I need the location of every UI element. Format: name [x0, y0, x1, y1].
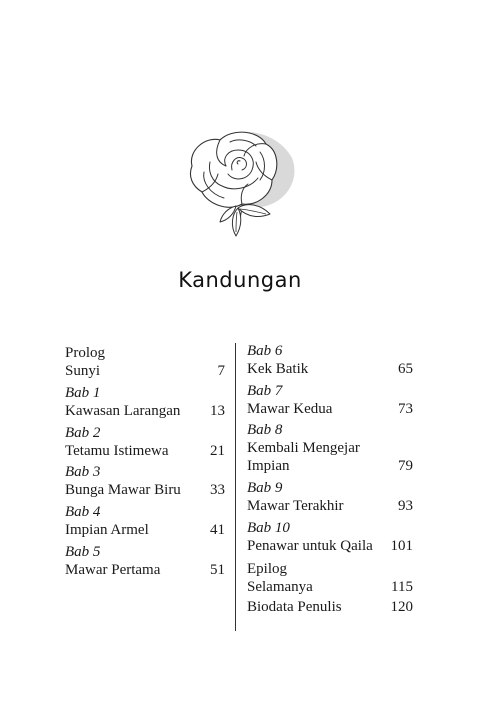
toc-entry[interactable] — [247, 479, 413, 515]
toc-chapter-label: Bab 9 — [247, 480, 283, 496]
toc-entry[interactable] — [65, 543, 225, 579]
toc-page-number: 93 — [398, 498, 413, 514]
toc-title: Biodata Penulis — [247, 599, 342, 615]
toc-title: Kembali Mengejar — [247, 440, 360, 456]
toc-title: Mawar Kedua — [247, 401, 333, 417]
toc-entry[interactable] — [247, 342, 413, 378]
toc-chapter-label: Bab 7 — [247, 383, 283, 399]
toc-chapter-label: Bab 2 — [65, 425, 101, 441]
toc-label: Prolog — [65, 345, 106, 361]
toc-entry[interactable] — [247, 560, 413, 596]
toc-title: Selamanya — [247, 579, 313, 595]
toc-chapter-label: Bab 4 — [65, 504, 101, 520]
column-divider — [235, 343, 236, 631]
toc-page-number: 33 — [210, 482, 225, 498]
toc-entry[interactable] — [247, 382, 413, 418]
toc-entry[interactable] — [247, 519, 413, 555]
toc-entry[interactable] — [65, 424, 225, 460]
toc-page-number: 7 — [217, 363, 225, 379]
toc-page-number: 79 — [398, 458, 413, 474]
toc-page-number: 21 — [210, 443, 225, 459]
toc-chapter-label: Bab 1 — [65, 385, 101, 401]
toc-title: Sunyi — [65, 363, 101, 379]
toc-entry[interactable] — [65, 384, 225, 420]
toc-title: Tetamu Istimewa — [65, 443, 169, 459]
toc-title: Penawar untuk Qaila — [247, 538, 373, 554]
toc-title: Impian Armel — [65, 522, 149, 538]
toc-label: Epilog — [247, 561, 287, 577]
toc-entry[interactable] — [247, 598, 413, 616]
toc-title: Mawar Pertama — [65, 562, 161, 578]
toc-page-number: 51 — [210, 562, 225, 578]
toc-chapter-label: Bab 6 — [247, 343, 283, 359]
toc-chapter-label: Bab 3 — [65, 464, 101, 480]
toc-entry[interactable] — [65, 344, 225, 380]
toc-chapter-label: Bab 8 — [247, 422, 283, 438]
toc-page-number: 101 — [390, 538, 413, 554]
toc-title: Mawar Terakhir — [247, 498, 344, 514]
toc-title: Bunga Mawar Biru — [65, 482, 181, 498]
rose-illustration — [180, 122, 300, 240]
toc-entry[interactable] — [247, 421, 413, 475]
toc-title: Impian — [247, 458, 290, 474]
toc-page-number: 120 — [390, 599, 413, 615]
page-title: Kandungan — [178, 268, 302, 292]
toc-entry[interactable] — [65, 463, 225, 499]
toc-title: Kek Batik — [247, 361, 309, 377]
toc-page-number: 13 — [210, 403, 225, 419]
toc-chapter-label: Bab 5 — [65, 544, 101, 560]
toc-title: Kawasan Larangan — [65, 403, 181, 419]
toc-page-number: 65 — [398, 361, 413, 377]
toc-page-number: 115 — [391, 579, 413, 595]
toc-page-number: 41 — [210, 522, 225, 538]
rose-icon — [180, 122, 300, 240]
toc-page-number: 73 — [398, 401, 413, 417]
toc-entry[interactable] — [65, 503, 225, 539]
toc-chapter-label: Bab 10 — [247, 520, 290, 536]
